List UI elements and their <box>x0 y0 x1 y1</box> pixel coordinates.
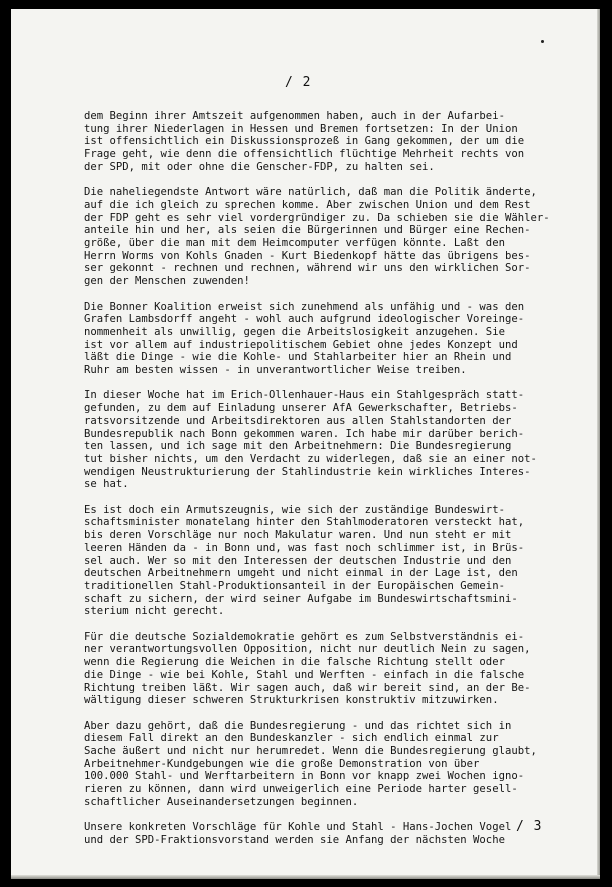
paragraph <box>84 504 589 618</box>
text-line: ist offensichtlich ein Diskussionsprozeß in Gang gekommen, der um die <box>84 135 525 148</box>
paragraph <box>84 110 589 174</box>
text-line: sterium nicht gerecht. <box>84 605 225 618</box>
text-line: schaft zu sichern, der wird seiner Aufgabe im Bundeswirtschaftsmini- <box>84 592 518 605</box>
text-line: schaftlicher Auseinandersetzungen beginnen. <box>84 795 359 808</box>
text-line: Arbeitnehmer-Kundgebungen wie die große Demonstration von über <box>84 757 480 770</box>
text-line: dem Beginn ihrer Amtszeit aufgenommen haben, auch in der Aufarbei- <box>84 110 505 122</box>
text-line: wendigen Neustrukturierung der Stahlindustrie kein wirkliches Interes- <box>84 465 531 478</box>
text-line: In dieser Woche hat im Erich-Ollenhauer-Haus ein Stahlgespräch statt- <box>84 389 525 402</box>
scan-edge-right <box>597 9 600 879</box>
text-line: bis deren Vorschläge nur noch Makulatur waren. Und nun steht er mit <box>84 529 512 542</box>
text-line: Für die deutsche Sozialdemokratie gehört es zum Selbstverständnis ei- <box>84 630 525 643</box>
text-line: sel auch. Wer so mit den Interessen der deutschen Industrie und den <box>84 554 512 567</box>
text-line: ner verantwortungsvollen Opposition, nicht nur deutlich Nein zu sagen, <box>84 643 531 656</box>
text-line: 100.000 Stahl- und Werftarbeitern in Bonn vor knapp zwei Wochen igno- <box>84 770 525 783</box>
text-line: Grafen Lambsdorff angeht - wohl auch aufgrund ideologischer Voreinge- <box>84 313 525 326</box>
text-line: Frage geht, wie denn die offensichtlich flüchtige Mehrheit rechts von <box>84 148 525 161</box>
text-line: tung ihrer Niederlagen in Hessen und Bremen fortsetzen: In der Union <box>84 122 518 135</box>
text-line: Die naheliegendste Antwort wäre natürlich, daß man die Politik änderte, <box>84 186 537 199</box>
paragraph <box>84 821 589 846</box>
page-number-marker: / 2 <box>285 75 312 90</box>
scan-speck <box>541 40 544 43</box>
text-line: der FDP geht es sehr viel vordergründiger zu. Da schieben sie die Wähler- <box>84 211 550 224</box>
text-line: gefunden, zu dem auf Einladung unserer AfA Gewerkschafter, Betriebs- <box>84 402 518 415</box>
paragraph <box>84 389 589 491</box>
text-line: rieren zu können, dann wird unweigerlich eine Periode harter gesell- <box>84 783 518 796</box>
text-line: tut bisher nichts, um den Verdacht zu widerlegen, daß sie an einer not- <box>84 452 537 465</box>
text-line: ratsvorsitzende und Arbeitsdirektoren aus allen Stahlstandorten der <box>84 414 512 427</box>
text-line: Richtung treiben läßt. Wir sagen auch, daß wir bereit sind, an der Be- <box>84 681 531 694</box>
text-line: anteile hin und her, als seien die Bürgerinnen und Bürger eine Rechen- <box>84 224 531 237</box>
text-line: wenn die Regierung die Weichen in die falsche Richtung stellt oder <box>84 656 505 669</box>
document-page <box>11 9 600 879</box>
text-line: die Dinge - wie bei Kohle, Stahl und Werften - einfach in die falsche <box>84 668 525 681</box>
text-line: ser gekonnt - rechnen und rechnen, während wir uns den wirklichen Sor- <box>84 262 531 275</box>
text-line: nommenheit als unwillig, gegen die Arbeitslosigkeit anzugehen. Sie <box>84 325 505 338</box>
text-line: Sache äußert und nicht nur herumredet. Wenn die Bundesregierung glaubt, <box>84 745 537 758</box>
text-line: ist vor allem auf industriepolitischem Gebiet ohne jedes Konzept und <box>84 338 518 351</box>
text-line: Unsere konkreten Vorschläge für Kohle und Stahl - Hans-Jochen Vogel <box>84 821 512 834</box>
scan-edge-bottom <box>11 875 600 879</box>
text-line: läßt die Dinge - wie die Kohle- und Stahlarbeiter hier an Rhein und <box>84 351 512 364</box>
text-line: leeren Händen da - in Bonn und, was fast noch schlimmer ist, in Brüs- <box>84 541 525 554</box>
paragraph <box>84 720 589 809</box>
text-line: se hat. <box>84 478 129 491</box>
text-line: schaftsminister monatelang hinter den Stahlmoderatoren versteckt hat, <box>84 516 525 529</box>
letter-body <box>84 110 589 859</box>
text-line: diesem Fall direkt an den Bundeskanzler - sich endlich einmal zur <box>84 732 499 745</box>
text-line: größe, über die man mit dem Heimcomputer verfügen könnte. Laßt den <box>84 237 505 250</box>
text-line: traditionellen Stahl-Produktionsanteil in der Europäischen Gemein- <box>84 579 505 592</box>
paragraph <box>84 186 589 288</box>
text-line: deutschen Arbeitnehmern umgeht und nicht einmal in der Lage ist, den <box>84 567 518 580</box>
text-line: Die Bonner Koalition erweist sich zunehmend als unfähig und - was den <box>84 300 525 313</box>
next-page-marker: / 3 <box>516 819 543 834</box>
paragraph <box>84 631 589 707</box>
text-line: ten lassen, und ich sage mit den Arbeitnehmern: Die Bundesregierung <box>84 440 512 453</box>
text-line: auf die ich gleich zu sprechen komme. Aber zwischen Union und dem Rest <box>84 198 531 211</box>
text-line: Aber dazu gehört, daß die Bundesregierung - und das richtet sich in <box>84 719 512 732</box>
text-line: Es ist doch ein Armutszeugnis, wie sich der zuständige Bundeswirt- <box>84 503 505 516</box>
text-line: der SPD, mit oder ohne die Genscher-FDP, zu halten sei. <box>84 160 435 173</box>
text-line: Ruhr am besten wissen - in unverantwortlicher Weise treiben. <box>84 364 467 377</box>
paragraph <box>84 301 589 377</box>
text-line: und der SPD-Fraktionsvorstand werden sie Anfang der nächsten Woche <box>84 833 505 846</box>
text-line: Bundesrepublik nach Bonn gekommen waren. Ich habe mir darüber berich- <box>84 427 525 440</box>
text-line: wältigung dieser schweren Strukturkrisen konstruktiv mitzuwirken. <box>84 694 499 707</box>
text-line: Herrn Worms von Kohls Gnaden - Kurt Biedenkopf hätte das übrigens bes- <box>84 249 531 262</box>
text-line: gen der Menschen zuwenden! <box>84 275 250 288</box>
